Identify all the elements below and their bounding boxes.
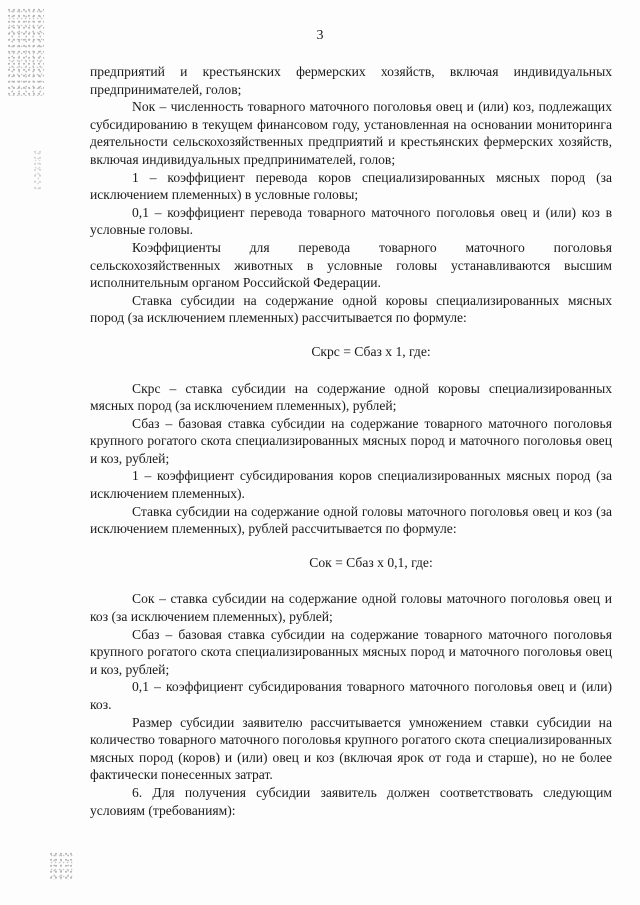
- scan-artifact-left-bottom: [50, 852, 74, 880]
- paragraph: предприятий и крестьянских фермерских хозяйств, включая индивидуальных предпринимателей, голов;: [90, 64, 612, 97]
- paragraph: 1 – коэффициент субсидирования коров специализированных мясных пород (за исключением племенных).: [90, 468, 612, 502]
- paragraph: Nок – численность товарного маточного поголовья овец и (или) коз, подлежащих субсидированию в текущем финансовом году, установленная на основании мониторинга деятельности сельскохозяйственных предприятий и крестьянских фермерских хозяйств, включая индивидуальных предпринимателей, голов;: [90, 99, 612, 167]
- paragraph: 6. Для получения субсидии заявитель должен соответствовать следующим условиям (требованиям):: [90, 784, 612, 818]
- paragraph: 0,1 – коэффициент субсидирования товарного маточного поголовья овец и (или) коз.: [90, 679, 612, 712]
- paragraph: Сбаз – базовая ставка субсидии на содержание товарного маточного поголовья крупного рогатого скота специализированных мясных пород и маточного поголовья овец и коз, рублей;: [90, 626, 612, 677]
- paragraph: Ставка субсидии на содержание одной коровы специализированных мясных пород (за исключением племенных) рассчитывается по формуле:: [90, 292, 612, 326]
- paragraph: 1 – коэффициент перевода коров специализированных мясных пород (за исключением племенных) в условные головы;: [90, 169, 612, 203]
- paragraph: 0,1 – коэффициент перевода товарного маточного поголовья овец и (или) коз в условные головы.: [90, 204, 612, 238]
- scan-artifact-left-middle: [34, 150, 42, 192]
- paragraph: Ставка субсидии на содержание одной головы маточного поголовья овец и коз (за исключением племенных), рублей рассчитывается по формуле:: [90, 503, 612, 537]
- formula: Скрс = Сбаз x 1, где:: [311, 343, 431, 359]
- scan-artifact-left-top: [8, 8, 44, 96]
- formula: Сок = Сбаз x 0,1, где:: [309, 554, 433, 570]
- paragraph: Сок – ставка субсидии на содержание одной головы маточного поголовья овец и коз (за исключением племенных), рублей;: [90, 591, 612, 625]
- paragraph: Размер субсидии заявителю рассчитывается умножением ставки субсидии на количество товарного маточного поголовья крупного рогатого скота специализированных мясных пород (коров) и (или) овец и коз (включая ярок от года и старше), но не более фактически понесенных затрат.: [90, 714, 612, 783]
- document-body: [90, 63, 612, 819]
- paragraph: Коэффициенты для перевода товарного маточного поголовья сельскохозяйственных животных в условные головы устанавливаются высшим исполнительным органом Российской Федерации.: [90, 239, 612, 291]
- page-number: 3: [316, 28, 324, 43]
- paragraph: Сбаз – базовая ставка субсидии на содержание товарного маточного поголовья крупного рогатого скота специализированных мясных пород и маточного поголовья овец и коз, рублей;: [90, 415, 612, 466]
- paragraph: Скрс – ставка субсидии на содержание одной коровы специализированных мясных пород (за исключением племенных), рублей;: [90, 380, 612, 414]
